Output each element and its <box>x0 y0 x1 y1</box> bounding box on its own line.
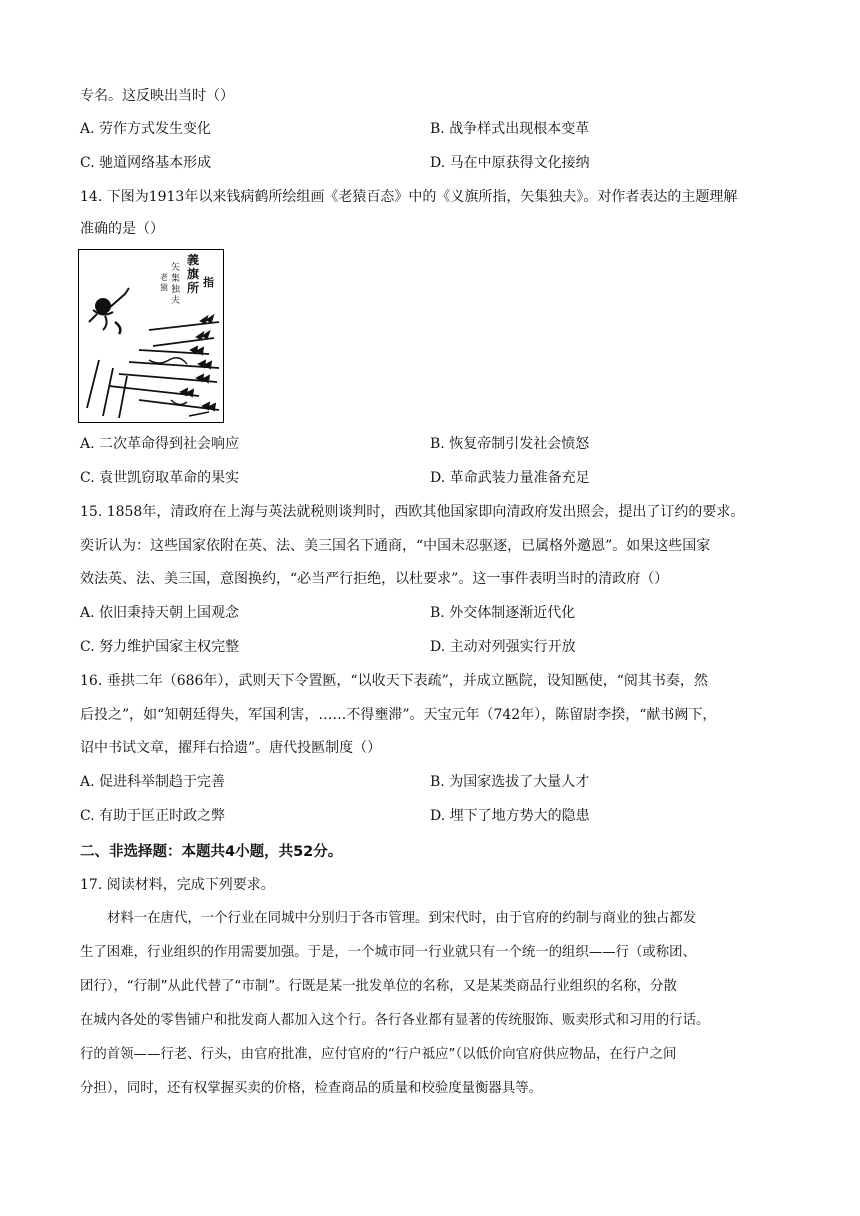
q17-material-line1: 材料一在唐代，一个行业在同城中分别归于各市管理。到宋代时，由于官府的约制与商业的独占都发 <box>107 911 697 926</box>
q17-material-line2: 生了困难，行业组织的作用需要加强。于是，一个城市同一行业就只有一个统一的组织——行（或称团、 <box>80 945 696 960</box>
svg-text:夫: 夫 <box>171 296 181 306</box>
q14-option-b: B. 恢复帝制引发社会愤怒 <box>430 436 590 452</box>
q16-option-c: C. 有助于匡正时政之弊 <box>80 808 226 824</box>
q15-stem-line3: 效法英、法、美三国，意图换约，“必当严行拒绝，以杜要求”。这一事件表明当时的清政府（） <box>80 571 669 587</box>
q13-stem-tail: 专名。这反映出当时（） <box>80 88 234 104</box>
q13-option-c: C. 驰道网络基本形成 <box>80 155 212 171</box>
q17-material-line3: 团行），“行制”从此代替了“市制”。行既是某一批发单位的名称，又是某类商品行业组织的名称，分散 <box>80 979 677 994</box>
q13-option-d: D. 马在中原获得文化接纳 <box>430 155 590 171</box>
cartoon-figure <box>78 249 224 423</box>
q16-option-d: D. 埋下了地方势大的隐患 <box>430 808 590 824</box>
q14-stem-line1: 14. 下图为1913年以来钱病鹤所绘组画《老猿百态》中的《义旗所指，矢集独夫》。对作者表达的主题理解 <box>80 189 738 205</box>
q17-material-line4: 在城内各处的零售铺户和批发商人都加入这个行。各行各业都有显著的传统服饰、贩卖形式和习用的行话。 <box>80 1013 710 1028</box>
q16-option-b: B. 为国家选拔了大量人才 <box>430 774 590 790</box>
q15-stem-line1: 15. 1858年，清政府在上海与英法就税则谈判时，西欧其他国家即向清政府发出照会，提出了订约的要求。 <box>80 504 745 520</box>
q14-option-d: D. 革命武装力量准备充足 <box>430 470 590 486</box>
svg-text:老: 老 <box>160 273 168 282</box>
q15-option-c: C. 努力维护国家主权完整 <box>80 639 240 655</box>
cartoon-illustration <box>79 250 223 422</box>
q15-option-a: A. 依旧秉持天朝上国观念 <box>80 605 240 621</box>
q16-stem-line3: 诏中书试文章，擢拜右拾遗”。唐代投匦制度（） <box>80 740 382 756</box>
q16-option-a: A. 促进科举制趋于完善 <box>80 774 226 790</box>
q13-option-a: A. 劳作方式发生变化 <box>80 121 212 137</box>
svg-text:集: 集 <box>171 274 181 284</box>
svg-text:猿: 猿 <box>160 283 168 292</box>
svg-text:矢: 矢 <box>171 263 181 273</box>
svg-text:義: 義 <box>187 253 200 267</box>
svg-text:旗: 旗 <box>187 267 200 281</box>
cartoon-inscription <box>160 252 214 306</box>
q14-option-c: C. 袁世凯窃取革命的果实 <box>80 470 240 486</box>
svg-text:所: 所 <box>187 281 200 295</box>
fleeing-figure <box>89 288 129 334</box>
q14-option-a: A. 二次革命得到社会响应 <box>80 436 240 452</box>
q15-stem-line2: 奕䜣认为：这些国家依附在英、法、美三国名下通商，“中国未忍驱逐，已属格外邀恩”。如果这些国家 <box>80 538 711 554</box>
q17-stem: 17. 阅读材料，完成下列要求。 <box>80 877 275 893</box>
q17-material-line5: 行的首领——行老、行头，由官府批准，应付官府的“行户祗应”（以低价向官府供应物品，在行户之间 <box>80 1047 677 1062</box>
q15-option-b: B. 外交体制逐渐近代化 <box>430 605 576 621</box>
arrows <box>87 316 219 418</box>
svg-text:独: 独 <box>171 285 181 295</box>
svg-text:指: 指 <box>203 276 214 289</box>
q17-material-line6: 分担），同时，还有权掌握买卖的价格，检查商品的质量和校验度量衡器具等。 <box>80 1081 542 1096</box>
section-heading: 二、非选择题：本题共4小题，共52分。 <box>80 844 343 860</box>
q16-stem-line1: 16. 垂拱二年（686年），武则天下令置匦，“以收天下表疏”，并成立匦院，设知匦使，“阅其书奏，然 <box>80 673 708 689</box>
q14-stem-line2: 准确的是（） <box>80 221 164 237</box>
q13-option-b: B. 战争样式出现根本变革 <box>430 121 590 137</box>
q15-option-d: D. 主动对列强实行开放 <box>430 639 576 655</box>
q16-stem-line2: 后投之”，如“知朝廷得失，军国利害，……不得壅滞”。天宝元年（742年），陈留尉李揆，“献书阙下， <box>80 707 717 723</box>
